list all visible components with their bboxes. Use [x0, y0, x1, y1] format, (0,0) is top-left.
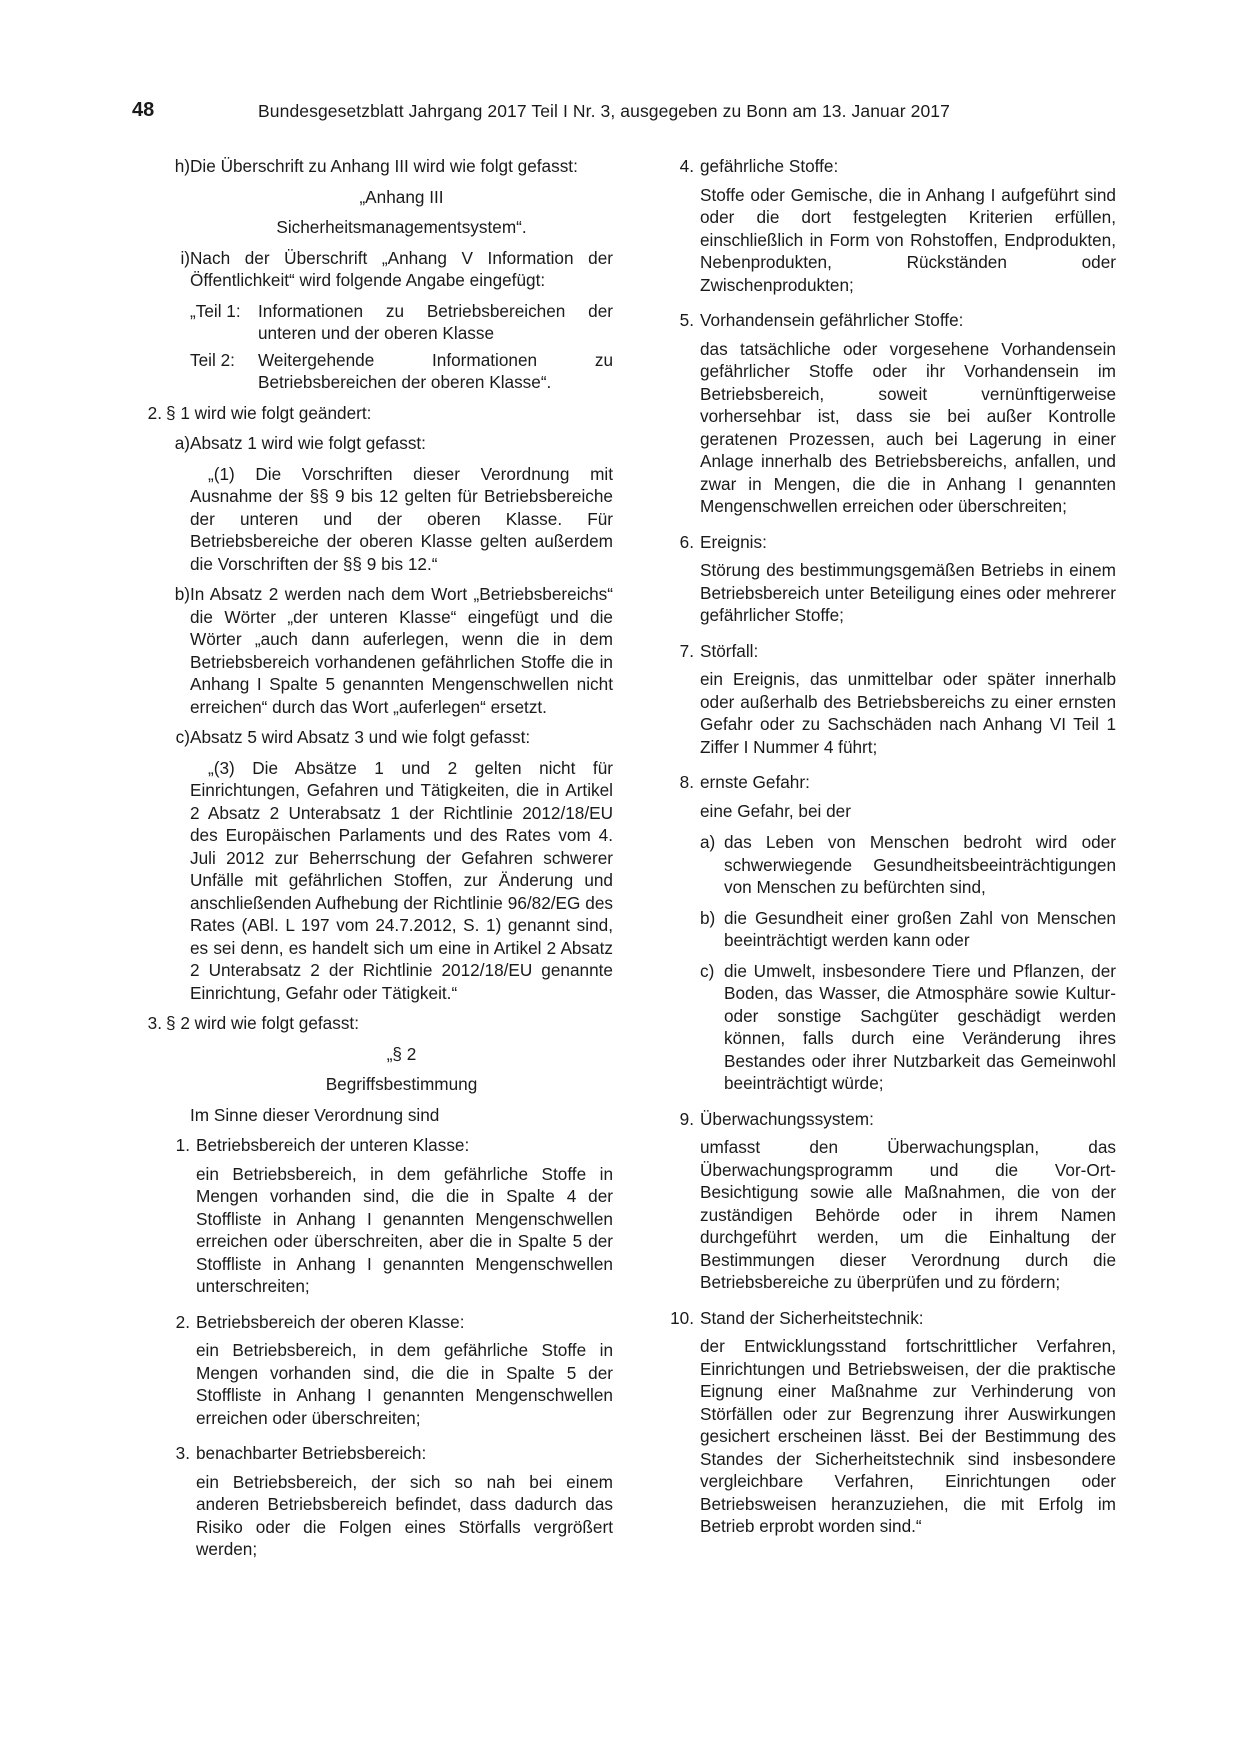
definition-6 — [664, 531, 1116, 627]
item-h — [138, 155, 613, 178]
item-label: i) — [180, 247, 190, 268]
teil-label: Teil 2: — [190, 349, 235, 370]
quoted-heading: Sicherheitsmanagementsystem“. — [276, 217, 527, 237]
definition-term-row — [664, 155, 1116, 178]
definition-text: umfasst den Überwachungsplan, das Überwachungsprogramm und die Vor-Ort-Besichtigung sowie alle Maßnahmen, die von der zuständigen Behörde oder in ihrem Namen durchgeführt werden, um die Einhaltung der Bestimmungen dieser Verordnung durch die Betriebsbereiche zu überprüfen und zu fördern; — [700, 1137, 1116, 1292]
sub-item-text: die Umwelt, insbesondere Tiere und Pflanzen, der Boden, das Wasser, die Atmosphäre sowie Kultur- oder sonstige Sachgüter geschädigt werden können, falls durch eine Veränderung ihres Bestandes oder ihrer Nutzbarkeit das Gemeinwohl beeinträchtigt würde; — [724, 960, 1116, 1093]
definition-term-row — [664, 309, 1116, 332]
definition-term-row — [664, 640, 1116, 663]
definition-term: Betriebsbereich der oberen Klasse: — [196, 1311, 465, 1332]
definition-term-row — [170, 1442, 613, 1465]
sub-item-a — [664, 831, 1116, 899]
definition-text: Stoffe oder Gemische, die in Anhang I aufgeführt sind oder die dort festgelegten Kriterien erfüllen, einschließlich in Form von Rohstoffen, Endprodukten, Nebenprodukten, Rückständen oder Zwischenprodukten; — [700, 184, 1116, 295]
definition-number: 4. — [679, 156, 694, 176]
sub-item-label: c) — [700, 960, 715, 981]
definition-number: 3. — [175, 1443, 190, 1463]
definition-1 — [138, 1134, 613, 1298]
definition-text: ein Betriebsbereich, in dem gefährliche Stoffe in Mengen vorhanden sind, die die in Spalte 5 der Stoffliste in Anhang I genannten Mengenschwellen erreichen oder überschreiten; — [196, 1340, 613, 1428]
teil-row — [190, 349, 613, 394]
item-i — [138, 247, 613, 292]
sub-item-label: a) — [700, 832, 716, 852]
sub-item-text: die Gesundheit einer großen Zahl von Menschen beeinträchtigt werden kann oder — [724, 907, 1116, 950]
left-column — [138, 155, 613, 1574]
definition-4 — [664, 155, 1116, 296]
item-label: a) — [174, 433, 190, 453]
definition-text: der Entwicklungsstand fortschrittlicher Verfahren, Einrichtungen und Betriebsweisen, der die praktische Eignung einer Maßnahme zur Verhinderung von Störfällen oder zur Begrenzung ihrer Auswirkungen gesichert erscheinen lässt. Bei der Bestimmung des Standes der Sicherheitstechnik sind insbesondere vergleichbare Verfahren, Einrichtungen oder Betriebsweisen heranzuziehen, die mit Erfolg im Betrieb erprobt worden sind.“ — [700, 1336, 1116, 1536]
item-a — [138, 432, 613, 455]
definition-term: Betriebsbereich der unteren Klasse: — [196, 1135, 470, 1155]
definition-number: 5. — [679, 310, 694, 330]
definition-number: 9. — [679, 1108, 694, 1129]
running-header: Bundesgesetzblatt Jahrgang 2017 Teil I Nr. 3, ausgegeben zu Bonn am 13. Januar 2017 — [258, 101, 950, 121]
definition-term-row — [664, 1307, 1116, 1330]
teil-label: „Teil 1: — [190, 300, 241, 321]
item-label: b) — [174, 584, 190, 604]
item-label: h) — [174, 156, 190, 176]
right-column — [664, 155, 1116, 1551]
item-c — [138, 726, 613, 749]
definition-intro: Im Sinne dieser Verordnung sind — [190, 1104, 440, 1125]
definition-term-row — [170, 1311, 613, 1334]
definition-8 — [664, 771, 1116, 1095]
definition-text: ein Betriebsbereich, in dem gefährliche Stoffe in Mengen vorhanden sind, die die in Spalte 4 der Stoffliste in Anhang I genannten Mengenschwellen erreichen oder überschreiten, aber die in Spalte 5 der Stoffliste in Anhang I genannten Mengenschwellen unterschreiten; — [196, 1163, 613, 1296]
definition-7 — [664, 640, 1116, 759]
definition-text: das tatsächliche oder vorgesehene Vorhandensein gefährlicher Stoffe oder ihr Vorhandensein im Betriebsbereich, soweit vernünftigerweise vorhersehbar ist, dass sie bei außer Kontrolle geratenen Prozessen, auch bei Lagerung in einer Anlage innerhalb des Betriebsbereichs, anfallen, und zwar in Mengen, die die in Anhang I genannten Mengenschwellen erreichen oder überschreiten; — [700, 338, 1116, 516]
definition-term: gefährliche Stoffe: — [700, 156, 839, 176]
definition-term: ernste Gefahr: — [700, 772, 810, 792]
quoted-heading: „Anhang III — [359, 186, 444, 207]
definition-text: ein Ereignis, das unmittelbar oder später innerhalb oder außerhalb des Betriebsbereichs zu einer ernsten Gefahr oder zu Sachschäden nach Anhang VI Teil 1 Ziffer I Nummer 4 führt; — [700, 669, 1116, 757]
item-text: § 1 wird wie folgt geändert: — [166, 402, 372, 423]
definition-term: Vorhandensein gefährlicher Stoffe: — [700, 310, 964, 330]
definition-term-row — [664, 531, 1116, 554]
item-text: § 2 wird wie folgt gefasst: — [166, 1013, 359, 1033]
definition-number: 1. — [175, 1135, 190, 1155]
definition-number: 7. — [679, 640, 694, 661]
item-text: Die Überschrift zu Anhang III wird wie folgt gefasst: — [190, 156, 578, 176]
teil-text: Informationen zu Betriebsbereichen der unteren und der oberen Klasse — [258, 300, 613, 343]
item-3 — [138, 1012, 613, 1035]
definition-term-row — [664, 771, 1116, 794]
item-b — [138, 583, 613, 718]
definition-number: 8. — [679, 772, 694, 792]
definition-number: 6. — [679, 531, 694, 552]
definition-5 — [664, 309, 1116, 518]
item-label: 3. — [147, 1013, 162, 1033]
definition-text: ein Betriebsbereich, der sich so nah bei einem anderen Betriebsbereich befindet, dass dadurch das Risiko oder die Folgen eines Störfalls vergrößert werden; — [196, 1471, 613, 1559]
definition-text: Störung des bestimmungsgemäßen Betriebs in einem Betriebsbereich unter Beteiligung eines oder mehrerer gefährlicher Stoffe; — [700, 560, 1116, 625]
item-label: c) — [175, 727, 190, 747]
quoted-paragraph: „(1) Die Vorschriften dieser Verordnung mit Ausnahme der §§ 9 bis 12 gelten für Betriebsbereiche der unteren und der oberen Klasse. Für Betriebsbereiche der oberen Klasse gelten außerdem die Vorschriften der §§ 9 bis 12.“ — [190, 463, 613, 574]
definition-9 — [664, 1108, 1116, 1294]
definition-term-row — [664, 1108, 1116, 1131]
definition-term: Störfall: — [700, 640, 759, 661]
sub-item-c — [664, 960, 1116, 1095]
definition-number: 10. — [670, 1307, 694, 1328]
definition-2 — [138, 1311, 613, 1430]
item-2 — [138, 402, 613, 425]
item-text: Absatz 1 wird wie folgt gefasst: — [190, 433, 426, 453]
teil-row — [190, 300, 613, 345]
definition-10 — [664, 1307, 1116, 1538]
definition-term: Stand der Sicherheitstechnik: — [700, 1307, 924, 1328]
definition-text: eine Gefahr, bei der — [700, 800, 851, 821]
sub-item-label: b) — [700, 907, 716, 928]
definition-term-row — [170, 1134, 613, 1157]
page-number: 48 — [132, 99, 155, 121]
sub-item-text: das Leben von Menschen bedroht wird oder schwerwiegende Gesundheitsbeeinträchtigungen von Menschen zu befürchten sind, — [724, 832, 1116, 897]
definition-term: Ereignis: — [700, 531, 767, 552]
section-number: „§ 2 — [386, 1043, 417, 1064]
sub-item-b — [664, 907, 1116, 952]
item-text: In Absatz 2 werden nach dem Wort „Betriebsbereichs“ die Wörter „der unteren Klasse“ eingefügt und die Wörter „auch dann auferlegen, wenn die in dem Betriebsbereich vorhandenen gefährlichen Stoffe die in Anhang I Spalte 5 genannten Mengenschwellen nicht erreichen“ durch das Wort „auferlegen“ ersetzt. — [190, 584, 613, 717]
quoted-paragraph: „(3) Die Absätze 1 und 2 gelten nicht für Einrichtungen, Gefahren und Tätigkeiten, die in Artikel 2 Absatz 2 Unterabsatz 1 der Richtlinie 2012/18/EU des Europäischen Parlaments und des Rates vom 4. Juli 2012 zur Beherrschung der Gefahren schwerer Unfälle mit gefährlichen Stoffen, zur Änderung und anschließenden Aufhebung der Richtlinie 96/82/EG des Rates (ABl. L 197 vom 24.7.2012, S. 1) genannt sind, es sei denn, es handelt sich um eine in Artikel 2 Absatz 2 Unterabsatz 2 der Richtlinie 2012/18/EU genannte Einrichtung, Gefahr oder Tätigkeit.“ — [190, 757, 613, 1003]
definition-3 — [138, 1442, 613, 1561]
definition-term: Überwachungssystem: — [700, 1108, 874, 1129]
teil-list — [138, 300, 613, 394]
section-title: Begriffsbestimmung — [325, 1074, 478, 1094]
item-label: 2. — [147, 402, 162, 423]
teil-text: Weitergehende Informationen zu Betriebsbereichen der oberen Klasse“. — [258, 349, 613, 392]
definition-number: 2. — [175, 1311, 190, 1332]
item-text: Absatz 5 wird Absatz 3 und wie folgt gefasst: — [190, 727, 531, 747]
item-text: Nach der Überschrift „Anhang V Information der Öffentlichkeit“ wird folgende Angabe eingefügt: — [190, 247, 613, 290]
definition-term: benachbarter Betriebsbereich: — [196, 1443, 427, 1463]
